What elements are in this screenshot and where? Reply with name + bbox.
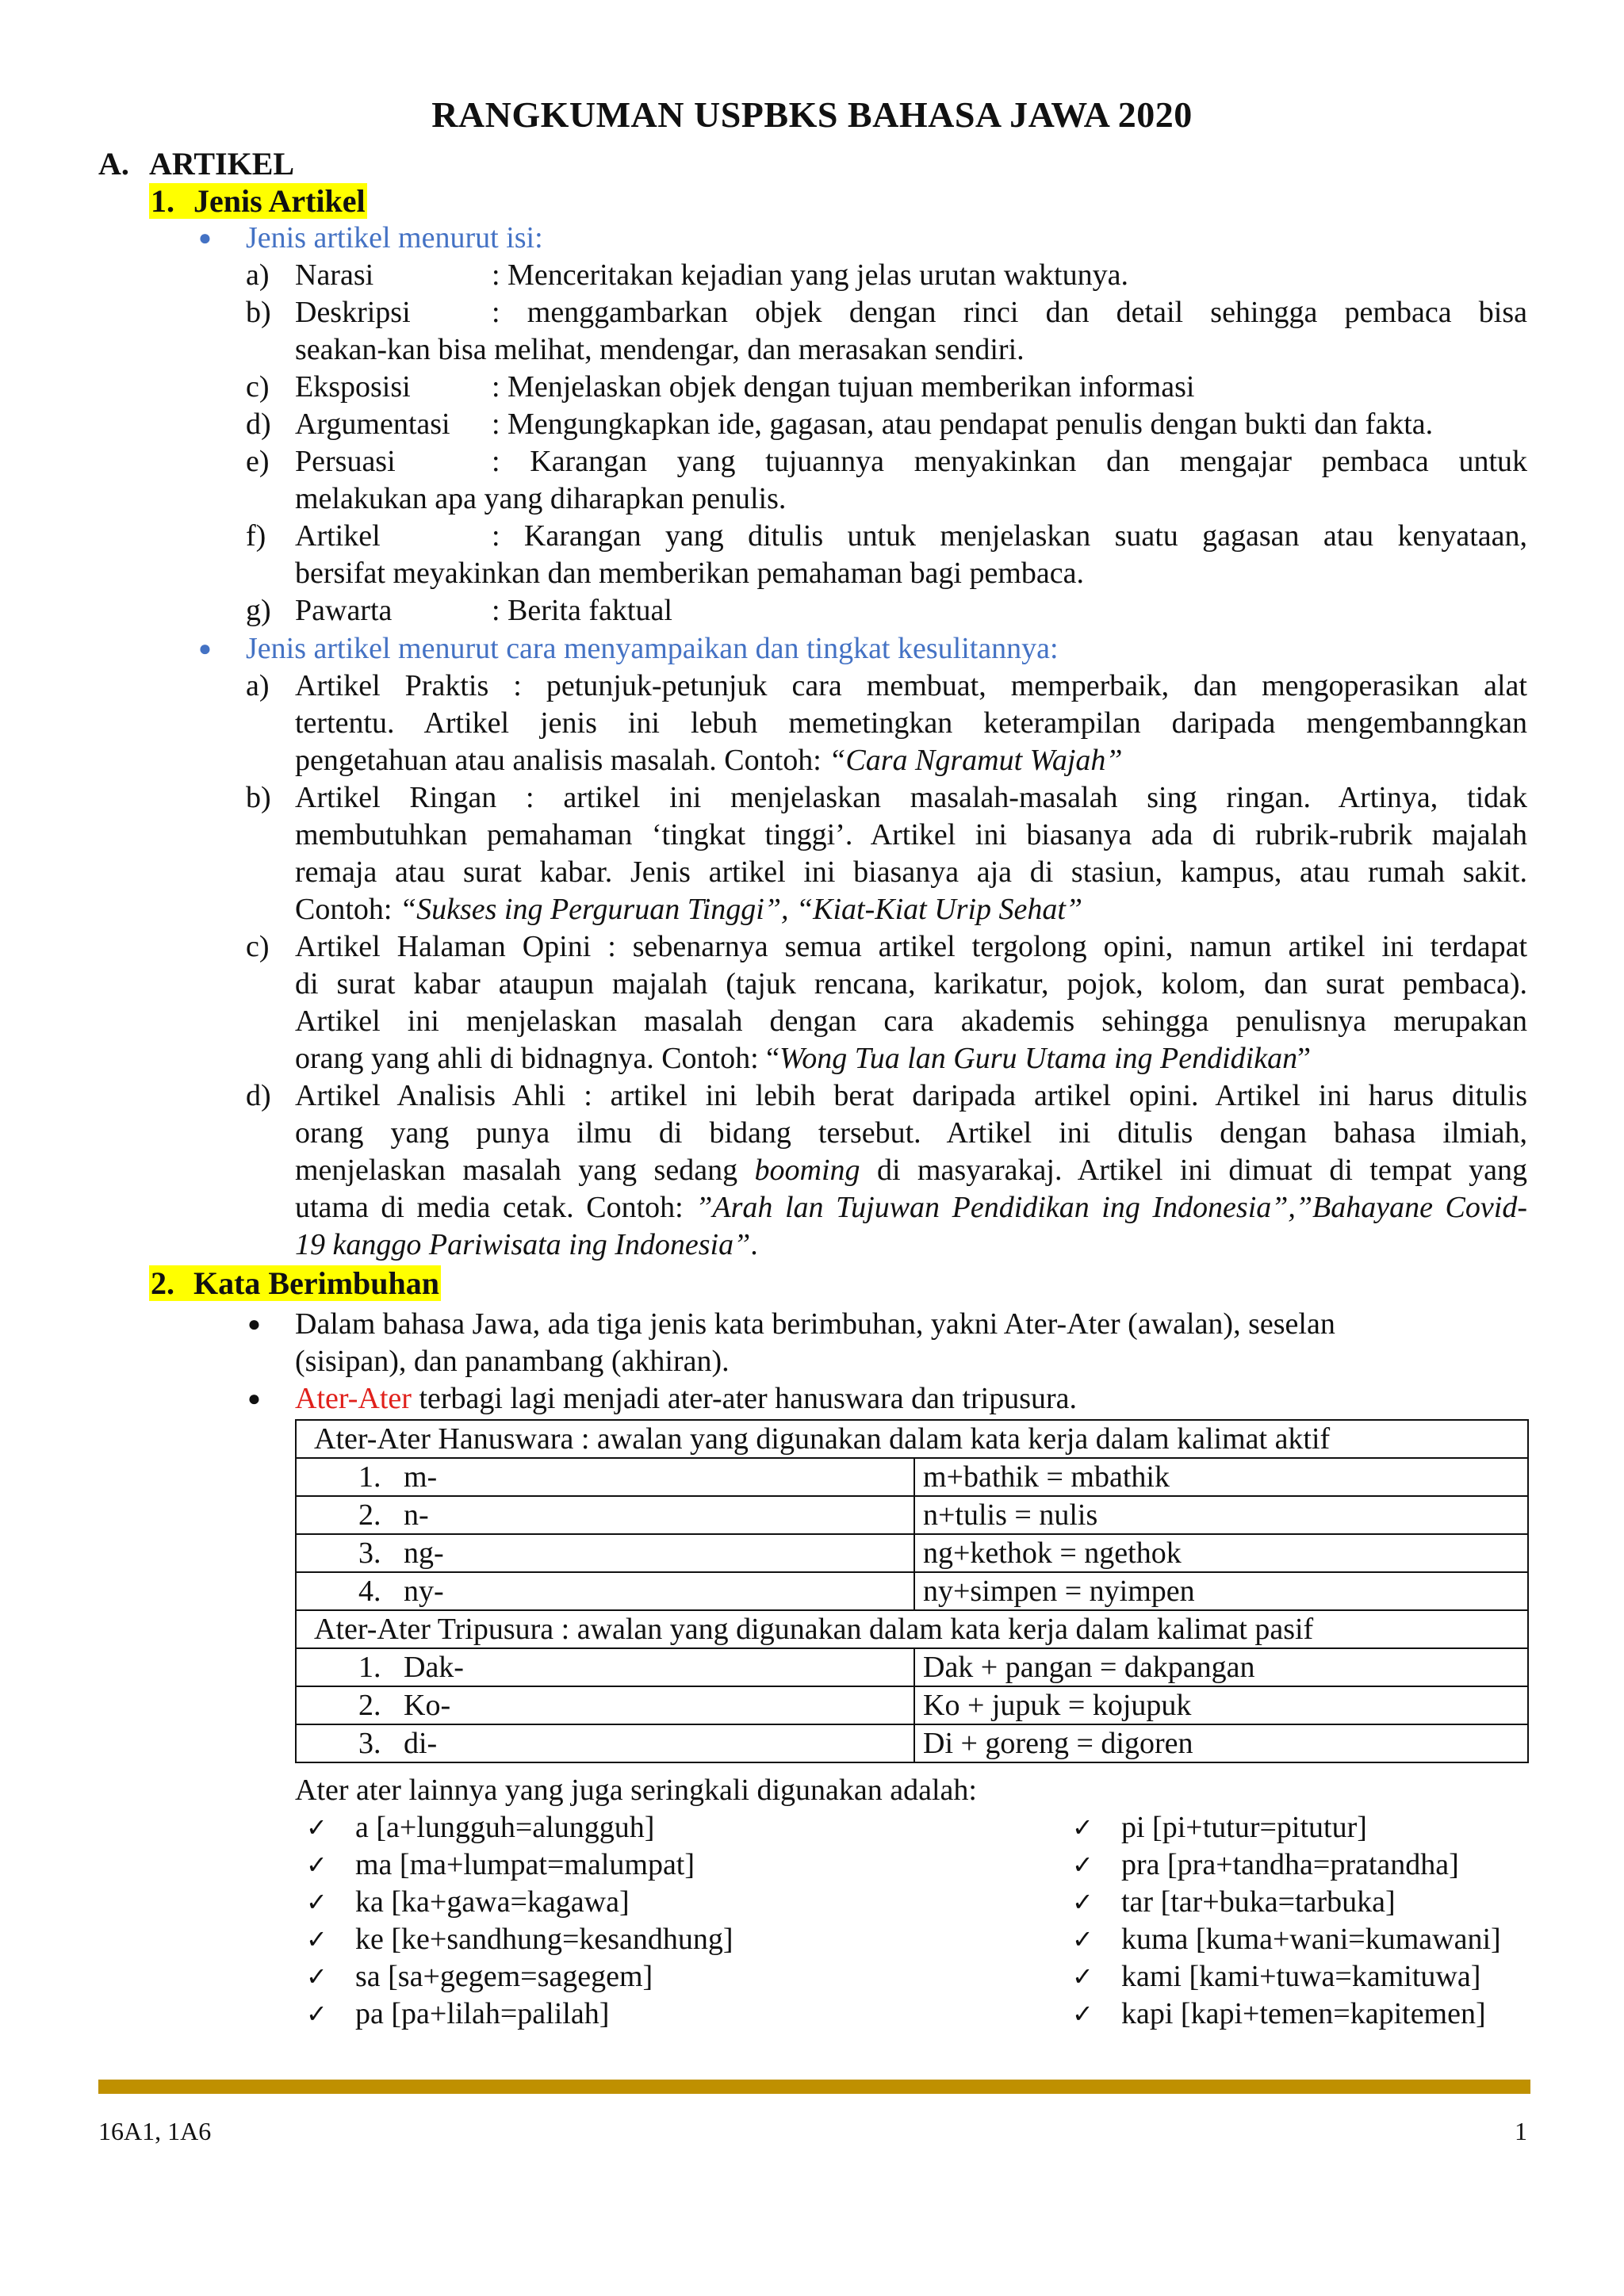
text-run-italic: “Cara Ngramut Wajah” bbox=[829, 744, 1123, 777]
table-cell-example: m+bathik = mbathik bbox=[914, 1458, 1528, 1496]
list-item: pa [pa+lilah=palilah] bbox=[355, 1997, 610, 2030]
footer-rule bbox=[98, 2080, 1530, 2094]
check-icon: ✓ bbox=[1072, 1999, 1094, 2029]
text-run: . bbox=[750, 1228, 758, 1261]
table-cell-example: Ko + jupuk = kojupuk bbox=[914, 1686, 1528, 1724]
list-marker: a) bbox=[246, 258, 270, 292]
table-cell-prefix: 3. di- bbox=[296, 1724, 914, 1762]
page-title: RANGKUMAN USPBKS BAHASA JAWA 2020 bbox=[431, 94, 1193, 135]
paragraph-line: Artikel Analisis Ahli : artikel ini lebih berat daripada artikel opini. Artikel ini harus ditulis bbox=[295, 1079, 1527, 1112]
table-cell-prefix: 2. n- bbox=[296, 1496, 914, 1534]
ater-ater-term: Ater-Ater bbox=[295, 1382, 412, 1415]
paragraph-line: tertentu. Artikel jenis ini lebuh memetingkan keterampilan daripada mengembanngkan bbox=[295, 706, 1527, 740]
table-row bbox=[296, 1572, 1528, 1610]
text-run-italic: Wong Tua lan Guru Utama ing Pendidikan bbox=[779, 1042, 1298, 1075]
list-marker: b) bbox=[246, 296, 271, 329]
table-row bbox=[296, 1458, 1528, 1496]
table-cell-example: ny+simpen = nyimpen bbox=[914, 1572, 1528, 1610]
table-section-header bbox=[296, 1420, 1528, 1458]
page-number: 1 bbox=[1515, 2117, 1527, 2145]
paragraph-line: Artikel Ringan : artikel ini menjelaskan masalah-masalah sing ringan. Artinya, tidak bbox=[295, 781, 1527, 814]
list-marker: d) bbox=[246, 408, 271, 441]
list-term: Artikel bbox=[295, 519, 381, 553]
ater-ater-desc: terbagi lagi menjadi ater-ater hanuswara dan tripusura. bbox=[411, 1382, 1078, 1415]
paragraph-line bbox=[295, 1226, 758, 1264]
paragraph-line bbox=[295, 1152, 1527, 1189]
list-term: Argumentasi bbox=[295, 408, 450, 441]
list-marker: f) bbox=[246, 519, 266, 553]
list-item: a [a+lungguh=alungguh] bbox=[355, 1811, 655, 1844]
bullet-jenis-isi: Jenis artikel menurut isi: bbox=[246, 221, 543, 254]
check-icon: ✓ bbox=[306, 1999, 327, 2029]
table-cell-prefix: 4. ny- bbox=[296, 1572, 914, 1610]
paragraph-line: orang yang punya ilmu di bidang tersebut. Artikel ini ditulis dengan bahasa ilmiah, bbox=[295, 1116, 1527, 1150]
list-marker: d) bbox=[246, 1079, 271, 1112]
bullet-icon: ● bbox=[247, 1312, 261, 1337]
paragraph-line: di surat kabar ataupun majalah (tajuk rencana, karikatur, pojok, kolom, dan surat pembaca). bbox=[295, 967, 1527, 1001]
paragraph-line bbox=[295, 1189, 1527, 1226]
check-icon: ✓ bbox=[1072, 1924, 1094, 1954]
bullet-ater-ater bbox=[295, 1380, 1077, 1418]
check-icon: ✓ bbox=[1072, 1961, 1094, 1992]
tripusura-head: Ater-Ater Tripusura : awalan yang digunakan dalam kata kerja dalam kalimat pasif bbox=[296, 1610, 1528, 1648]
table-row bbox=[296, 1496, 1528, 1534]
list-definition: : menggambarkan objek dengan rinci dan detail sehingga pembaca bisa bbox=[492, 296, 1527, 329]
paragraph-line: Artikel Halaman Opini : sebenarnya semua artikel tergolong opini, namun artikel ini terdapat bbox=[295, 930, 1527, 963]
list-term: Deskripsi bbox=[295, 296, 411, 329]
text-run: di masyarakaj. Artikel ini dimuat di tempat yang bbox=[860, 1154, 1527, 1187]
paragraph-line bbox=[295, 742, 1123, 779]
table-row bbox=[296, 1686, 1528, 1724]
list-item: tar [tar+buka=tarbuka] bbox=[1121, 1885, 1396, 1919]
section-a-label: ARTIKEL bbox=[149, 146, 295, 182]
list-definition: : Karangan yang tujuannya menyakinkan dan mengajar pembaca untuk bbox=[492, 445, 1527, 478]
list-item: kami [kami+tuwa=kamituwa] bbox=[1121, 1960, 1481, 1993]
list-term: Persuasi bbox=[295, 445, 396, 478]
bullet-jenis-cara: Jenis artikel menurut cara menyampaikan dan tingkat kesulitannya: bbox=[246, 632, 1059, 665]
bullet-icon: ● bbox=[198, 637, 212, 661]
table-cell-example: Di + goreng = digoren bbox=[914, 1724, 1528, 1762]
list-item: ka [ka+gawa=kagawa] bbox=[355, 1885, 630, 1919]
check-icon: ✓ bbox=[306, 1924, 327, 1954]
check-icon: ✓ bbox=[306, 1812, 327, 1843]
list-term: Narasi bbox=[295, 258, 374, 292]
text-run-italic: ”Arah lan Tujuwan Pendidikan ing Indonesia”,”Bahayane Covid- bbox=[695, 1191, 1527, 1224]
footer-code: 16A1, 1A6 bbox=[98, 2117, 212, 2145]
list-marker: c) bbox=[246, 930, 270, 963]
text-run-italic: “Sukses ing Perguruan Tinggi”, “Kiat-Kiat Urip Sehat” bbox=[399, 893, 1083, 926]
list-definition-cont: seakan-kan bisa melihat, mendengar, dan merasakan sendiri. bbox=[295, 333, 1025, 366]
table-cell-prefix: 1. Dak- bbox=[296, 1648, 914, 1686]
table-cell-prefix: 2. Ko- bbox=[296, 1686, 914, 1724]
table-cell-prefix: 1. m- bbox=[296, 1458, 914, 1496]
list-definition-cont: bersifat meyakinkan dan memberikan pemahaman bagi pembaca. bbox=[295, 557, 1084, 590]
text-run: utama di media cetak. Contoh: bbox=[295, 1191, 696, 1224]
list-item: ke [ke+sandhung=kesandhung] bbox=[355, 1923, 733, 1956]
subsection-1-label: Jenis Artikel bbox=[176, 183, 367, 219]
list-term: Pawarta bbox=[295, 594, 393, 627]
paragraph-line: Artikel Praktis : petunjuk-petunjuk cara membuat, memperbaik, dan mengoperasikan alat bbox=[295, 669, 1527, 702]
list-marker: g) bbox=[246, 594, 271, 627]
paragraph-line: Artikel ini menjelaskan masalah dengan cara akademis sehingga penulisnya merupakan bbox=[295, 1004, 1527, 1038]
list-definition: : Menjelaskan objek dengan tujuan memberikan informasi bbox=[492, 370, 1195, 404]
table-cell-prefix: 3. ng- bbox=[296, 1534, 914, 1572]
list-item: sa [sa+gegem=sagegem] bbox=[355, 1960, 653, 1993]
table-row bbox=[296, 1534, 1528, 1572]
list-marker: b) bbox=[246, 781, 271, 814]
bullet-icon: ● bbox=[198, 226, 212, 251]
list-item: pi [pi+tutur=pitutur] bbox=[1121, 1811, 1367, 1844]
list-definition: : Mengungkapkan ide, gagasan, atau pendapat penulis dengan bukti dan fakta. bbox=[492, 408, 1434, 441]
list-marker: a) bbox=[246, 669, 270, 702]
list-definition: : Menceritakan kejadian yang jelas urutan waktunya. bbox=[492, 258, 1128, 292]
list-item: pra [pra+tandha=pratandha] bbox=[1121, 1848, 1459, 1881]
text-run-italic: booming bbox=[754, 1154, 860, 1187]
subsection-2-number: 2. bbox=[151, 1265, 174, 1301]
list-definition: : Berita faktual bbox=[492, 594, 672, 627]
table-cell-example: Dak + pangan = dakpangan bbox=[914, 1648, 1528, 1686]
paragraph-line bbox=[295, 1040, 1311, 1077]
bullet-icon: ● bbox=[247, 1387, 261, 1411]
bullet-berimbuhan-line-1: Dalam bahasa Jawa, ada tiga jenis kata berimbuhan, yakni Ater-Ater (awalan), seselan bbox=[295, 1307, 1335, 1341]
text-run-italic: 19 kanggo Pariwisata ing Indonesia” bbox=[295, 1228, 751, 1261]
text-run: pengetahuan atau analisis masalah. Contoh: bbox=[295, 744, 829, 777]
table-cell-example: ng+kethok = ngethok bbox=[914, 1534, 1528, 1572]
text-run: ” bbox=[1297, 1042, 1311, 1075]
check-icon: ✓ bbox=[306, 1887, 327, 1917]
paragraph-line bbox=[295, 891, 1082, 928]
list-item: kapi [kapi+temen=kapitemen] bbox=[1121, 1997, 1486, 2030]
text-run: Contoh: bbox=[295, 893, 400, 926]
text-run: orang yang ahli di bidnagnya. Contoh: “ bbox=[295, 1042, 780, 1075]
table-row bbox=[296, 1724, 1528, 1762]
table-section-header bbox=[296, 1610, 1528, 1648]
check-icon: ✓ bbox=[306, 1961, 327, 1992]
section-a-letter: A. bbox=[98, 146, 129, 182]
list-marker: c) bbox=[246, 370, 270, 404]
text-run: menjelaskan masalah yang sedang bbox=[295, 1154, 755, 1187]
list-definition-cont: melakukan apa yang diharapkan penulis. bbox=[295, 482, 787, 515]
subsection-1-number: 1. bbox=[151, 183, 174, 219]
ater-ater-table bbox=[295, 1419, 1529, 1763]
bullet-berimbuhan-line-2: (sisipan), dan panambang (akhiran). bbox=[295, 1345, 730, 1378]
check-icon: ✓ bbox=[306, 1850, 327, 1880]
subsection-2-heading bbox=[149, 1265, 441, 1303]
table-cell-example: n+tulis = nulis bbox=[914, 1496, 1528, 1534]
list-definition: : Karangan yang ditulis untuk menjelaskan suatu gagasan atau kenyataan, bbox=[492, 519, 1527, 553]
check-icon: ✓ bbox=[1072, 1887, 1094, 1917]
subsection-1-heading bbox=[149, 182, 367, 221]
check-icon: ✓ bbox=[1072, 1812, 1094, 1843]
paragraph-line: membutuhkan pemahaman ‘tingkat tinggi’. Artikel ini biasanya ada di rubrik-rubrik majalah bbox=[295, 818, 1527, 851]
hanuswara-head: Ater-Ater Hanuswara : awalan yang digunakan dalam kata kerja dalam kalimat aktif bbox=[296, 1420, 1528, 1458]
check-icon: ✓ bbox=[1072, 1850, 1094, 1880]
list-item: ma [ma+lumpat=malumpat] bbox=[355, 1848, 695, 1881]
subsection-2-label: Kata Berimbuhan bbox=[176, 1265, 441, 1301]
list-item: kuma [kuma+wani=kumawani] bbox=[1121, 1923, 1501, 1956]
lainnya-intro: Ater ater lainnya yang juga seringkali digunakan adalah: bbox=[295, 1774, 977, 1807]
paragraph-line: remaja atau surat kabar. Jenis artikel ini biasanya aja di stasiun, kampus, atau rumah sakit. bbox=[295, 855, 1527, 889]
table-row bbox=[296, 1648, 1528, 1686]
list-term: Eksposisi bbox=[295, 370, 411, 404]
list-marker: e) bbox=[246, 445, 270, 478]
